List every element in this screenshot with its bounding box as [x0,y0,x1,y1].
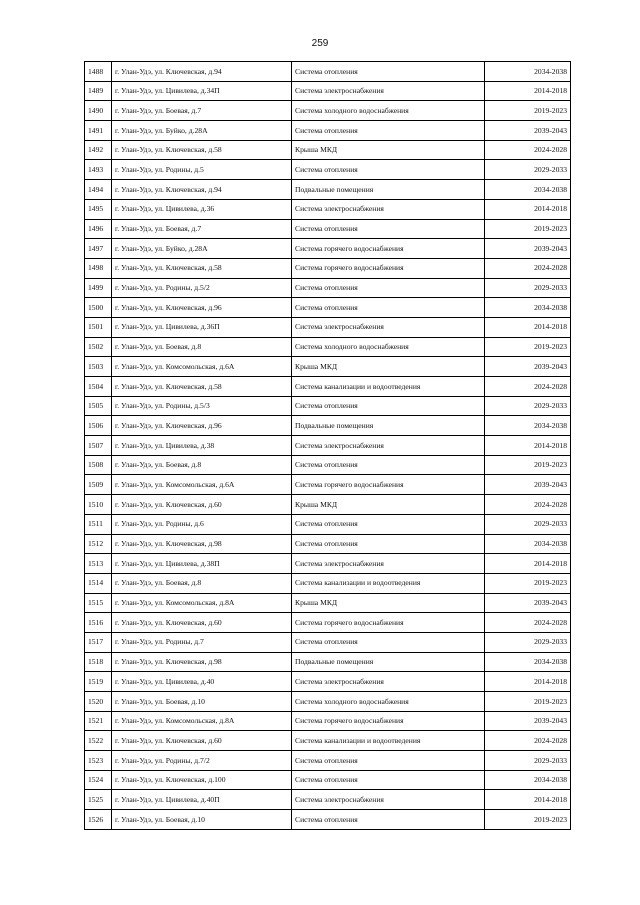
table-row [85,436,571,456]
row-number-cell: 1492 [85,140,112,160]
table-row [85,377,571,397]
period-cell: 2014-2018 [485,81,571,101]
system-cell: Подвальные помещения [292,652,485,672]
period-cell: 2034-2038 [485,770,571,790]
row-number-cell: 1522 [85,731,112,751]
table-row [85,81,571,101]
period-cell: 2019-2023 [485,219,571,239]
system-cell: Система отопления [292,632,485,652]
system-cell: Система отопления [292,514,485,534]
row-number-cell: 1491 [85,121,112,141]
period-cell: 2034-2038 [485,298,571,318]
system-cell: Система отопления [292,751,485,771]
period-cell: 2019-2023 [485,810,571,830]
address-cell: г. Улан-Удэ, ул. Ключевская, д.98 [112,534,292,554]
address-cell: г. Улан-Удэ, ул. Родины, д.5/3 [112,396,292,416]
address-cell: г. Улан-Удэ, ул. Буйко, д.28А [112,239,292,259]
period-cell: 2019-2023 [485,573,571,593]
address-cell: г. Улан-Удэ, ул. Ключевская, д.96 [112,416,292,436]
table-row [85,632,571,652]
address-cell: г. Улан-Удэ, ул. Боевая, д.10 [112,692,292,712]
system-cell: Система отопления [292,455,485,475]
system-cell: Система холодного водоснабжения [292,692,485,712]
address-cell: г. Улан-Удэ, ул. Цивилева, д.38П [112,554,292,574]
table-row [85,810,571,830]
system-cell: Система электроснабжения [292,81,485,101]
period-cell: 2039-2043 [485,121,571,141]
address-cell: г. Улан-Удэ, ул. Ключевская, д.100 [112,770,292,790]
row-number-cell: 1513 [85,554,112,574]
table-row [85,101,571,121]
period-cell: 2029-2033 [485,751,571,771]
address-cell: г. Улан-Удэ, ул. Цивилева, д.34П [112,81,292,101]
address-cell: г. Улан-Удэ, ул. Цивилева, д.36П [112,317,292,337]
row-number-cell: 1510 [85,495,112,515]
system-cell: Система отопления [292,396,485,416]
address-cell: г. Улан-Удэ, ул. Родины, д.6 [112,514,292,534]
period-cell: 2014-2018 [485,317,571,337]
page-number: 259 [311,38,329,49]
table-row [85,652,571,672]
system-cell: Система холодного водоснабжения [292,337,485,357]
address-cell: г. Улан-Удэ, ул. Цивилева, д.40П [112,790,292,810]
row-number-cell: 1504 [85,377,112,397]
row-number-cell: 1488 [85,62,112,82]
row-number-cell: 1519 [85,672,112,692]
period-cell: 2019-2023 [485,337,571,357]
address-cell: г. Улан-Удэ, ул. Ключевская, д.58 [112,377,292,397]
address-cell: г. Улан-Удэ, ул. Комсомольская, д.8А [112,593,292,613]
row-number-cell: 1499 [85,278,112,298]
table-row [85,534,571,554]
system-cell: Система электроснабжения [292,554,485,574]
system-cell: Система электроснабжения [292,199,485,219]
period-cell: 2019-2023 [485,455,571,475]
address-cell: г. Улан-Удэ, ул. Ключевская, д.60 [112,731,292,751]
system-cell: Система отопления [292,770,485,790]
table-row [85,219,571,239]
address-cell: г. Улан-Удэ, ул. Боевая, д.7 [112,219,292,239]
address-cell: г. Улан-Удэ, ул. Боевая, д.10 [112,810,292,830]
row-number-cell: 1509 [85,475,112,495]
row-number-cell: 1493 [85,160,112,180]
row-number-cell: 1489 [85,81,112,101]
row-number-cell: 1496 [85,219,112,239]
table-row [85,573,571,593]
table-row [85,357,571,377]
table-row [85,711,571,731]
period-cell: 2029-2033 [485,514,571,534]
table-row [85,751,571,771]
address-cell: г. Улан-Удэ, ул. Ключевская, д.58 [112,140,292,160]
address-cell: г. Улан-Удэ, ул. Родины, д.7/2 [112,751,292,771]
row-number-cell: 1503 [85,357,112,377]
table-row [85,475,571,495]
table-row [85,121,571,141]
system-cell: Система горячего водоснабжения [292,613,485,633]
table-row [85,258,571,278]
row-number-cell: 1515 [85,593,112,613]
row-number-cell: 1520 [85,692,112,712]
address-cell: г. Улан-Удэ, ул. Боевая, д.8 [112,455,292,475]
address-cell: г. Улан-Удэ, ул. Комсомольская, д.6А [112,357,292,377]
system-cell: Система горячего водоснабжения [292,711,485,731]
row-number-cell: 1506 [85,416,112,436]
period-cell: 2024-2028 [485,731,571,751]
row-number-cell: 1501 [85,317,112,337]
system-cell: Система электроснабжения [292,436,485,456]
address-cell: г. Улан-Удэ, ул. Цивилева, д.38 [112,436,292,456]
system-cell: Система отопления [292,534,485,554]
table-row [85,298,571,318]
address-cell: г. Улан-Удэ, ул. Ключевская, д.94 [112,62,292,82]
address-cell: г. Улан-Удэ, ул. Комсомольская, д.6А [112,475,292,495]
row-number-cell: 1524 [85,770,112,790]
address-cell: г. Улан-Удэ, ул. Буйко, д.28А [112,121,292,141]
system-cell: Система холодного водоснабжения [292,101,485,121]
row-number-cell: 1495 [85,199,112,219]
system-cell: Система горячего водоснабжения [292,239,485,259]
row-number-cell: 1521 [85,711,112,731]
system-cell: Система отопления [292,810,485,830]
address-cell: г. Улан-Удэ, ул. Родины, д.5/2 [112,278,292,298]
address-cell: г. Улан-Удэ, ул. Ключевская, д.98 [112,652,292,672]
period-cell: 2034-2038 [485,652,571,672]
period-cell: 2029-2033 [485,632,571,652]
address-cell: г. Улан-Удэ, ул. Боевая, д.7 [112,101,292,121]
table-row [85,613,571,633]
row-number-cell: 1498 [85,258,112,278]
period-cell: 2024-2028 [485,613,571,633]
period-cell: 2014-2018 [485,672,571,692]
system-cell: Подвальные помещения [292,180,485,200]
row-number-cell: 1502 [85,337,112,357]
row-number-cell: 1514 [85,573,112,593]
table-row [85,62,571,82]
row-number-cell: 1497 [85,239,112,259]
table-row [85,495,571,515]
table-row [85,554,571,574]
address-cell: г. Улан-Удэ, ул. Ключевская, д.94 [112,180,292,200]
period-cell: 2039-2043 [485,357,571,377]
row-number-cell: 1508 [85,455,112,475]
table-row [85,199,571,219]
table-row [85,317,571,337]
row-number-cell: 1494 [85,180,112,200]
system-cell: Система горячего водоснабжения [292,258,485,278]
table-row [85,278,571,298]
system-cell: Система отопления [292,298,485,318]
registry-table-body [85,62,571,830]
address-cell: г. Улан-Удэ, ул. Ключевская, д.96 [112,298,292,318]
period-cell: 2034-2038 [485,416,571,436]
period-cell: 2019-2023 [485,101,571,121]
period-cell: 2024-2028 [485,140,571,160]
period-cell: 2014-2018 [485,554,571,574]
period-cell: 2034-2038 [485,62,571,82]
system-cell: Система горячего водоснабжения [292,475,485,495]
address-cell: г. Улан-Удэ, ул. Боевая, д.8 [112,337,292,357]
period-cell: 2034-2038 [485,180,571,200]
row-number-cell: 1500 [85,298,112,318]
row-number-cell: 1511 [85,514,112,534]
system-cell: Система отопления [292,219,485,239]
row-number-cell: 1490 [85,101,112,121]
table-row [85,514,571,534]
address-cell: г. Улан-Удэ, ул. Ключевская, д.60 [112,613,292,633]
row-number-cell: 1525 [85,790,112,810]
address-cell: г. Улан-Удэ, ул. Комсомольская, д.8А [112,711,292,731]
period-cell: 2039-2043 [485,711,571,731]
table-row [85,396,571,416]
table-row [85,337,571,357]
system-cell: Система электроснабжения [292,790,485,810]
period-cell: 2039-2043 [485,475,571,495]
row-number-cell: 1523 [85,751,112,771]
period-cell: 2024-2028 [485,258,571,278]
table-row [85,790,571,810]
table-row [85,160,571,180]
system-cell: Система канализации и водоотведения [292,731,485,751]
row-number-cell: 1516 [85,613,112,633]
period-cell: 2019-2023 [485,692,571,712]
table-row [85,731,571,751]
period-cell: 2014-2018 [485,790,571,810]
period-cell: 2029-2033 [485,396,571,416]
system-cell: Система отопления [292,160,485,180]
period-cell: 2024-2028 [485,377,571,397]
period-cell: 2039-2043 [485,239,571,259]
system-cell: Крыша МКД [292,357,485,377]
table-row [85,455,571,475]
period-cell: 2029-2033 [485,278,571,298]
address-cell: г. Улан-Удэ, ул. Ключевская, д.60 [112,495,292,515]
row-number-cell: 1517 [85,632,112,652]
registry-table [84,61,571,830]
address-cell: г. Улан-Удэ, ул. Боевая, д.8 [112,573,292,593]
system-cell: Крыша МКД [292,140,485,160]
row-number-cell: 1505 [85,396,112,416]
system-cell: Система электроснабжения [292,672,485,692]
address-cell: г. Улан-Удэ, ул. Цивилева, д.40 [112,672,292,692]
system-cell: Система электроснабжения [292,317,485,337]
period-cell: 2014-2018 [485,199,571,219]
table-row [85,180,571,200]
table-row [85,692,571,712]
table-row [85,770,571,790]
system-cell: Крыша МКД [292,495,485,515]
period-cell: 2029-2033 [485,160,571,180]
system-cell: Система отопления [292,121,485,141]
table-row [85,140,571,160]
row-number-cell: 1512 [85,534,112,554]
table-row [85,416,571,436]
period-cell: 2039-2043 [485,593,571,613]
table-row [85,239,571,259]
system-cell: Система канализации и водоотведения [292,377,485,397]
table-row [85,593,571,613]
system-cell: Крыша МКД [292,593,485,613]
system-cell: Система канализации и водоотведения [292,573,485,593]
row-number-cell: 1526 [85,810,112,830]
system-cell: Система отопления [292,278,485,298]
row-number-cell: 1507 [85,436,112,456]
period-cell: 2024-2028 [485,495,571,515]
period-cell: 2014-2018 [485,436,571,456]
address-cell: г. Улан-Удэ, ул. Цивилева, д.36 [112,199,292,219]
address-cell: г. Улан-Удэ, ул. Родины, д.7 [112,632,292,652]
system-cell: Система отопления [292,62,485,82]
period-cell: 2034-2038 [485,534,571,554]
table-row [85,672,571,692]
address-cell: г. Улан-Удэ, ул. Родины, д.5 [112,160,292,180]
system-cell: Подвальные помещения [292,416,485,436]
row-number-cell: 1518 [85,652,112,672]
address-cell: г. Улан-Удэ, ул. Ключевская, д.58 [112,258,292,278]
